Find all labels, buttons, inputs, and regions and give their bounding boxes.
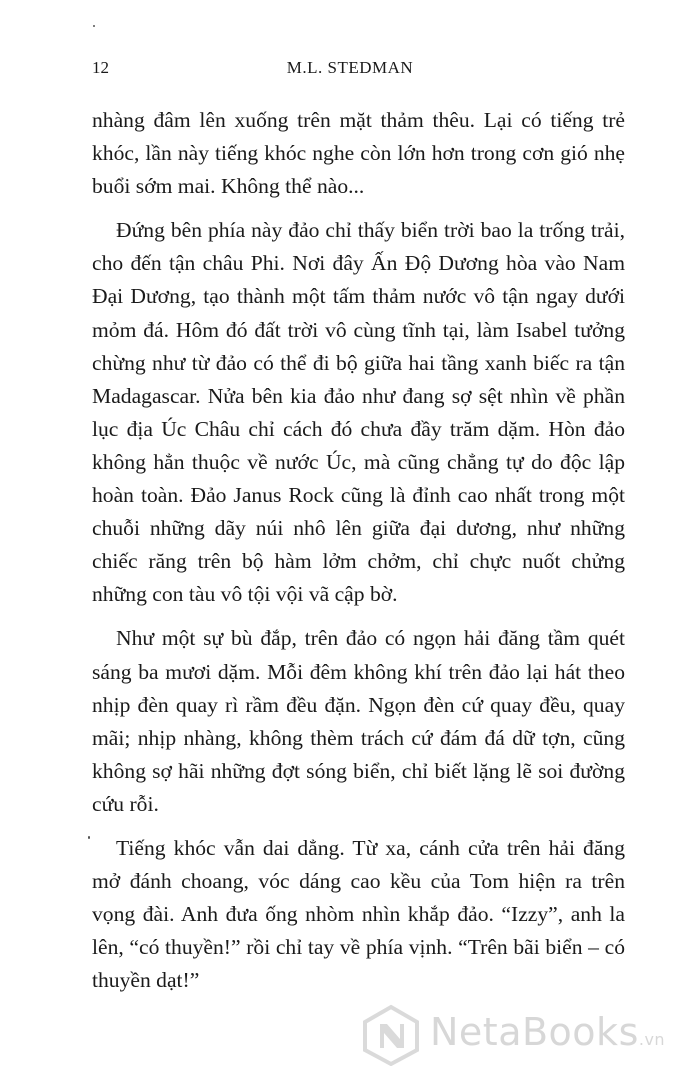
paragraph: nhàng đâm lên xuống trên mặt thảm thêu. Lại có tiếng trẻ khóc, lần này tiếng khóc nghe còn lớn hơn trong cơn gió nhẹ buổi sớm mai. Không thể nào... bbox=[92, 108, 625, 199]
body-text bbox=[92, 104, 625, 1008]
page-header bbox=[0, 58, 700, 82]
paragraph: Tiếng khóc vẫn dai dẳng. Từ xa, cánh cửa trên hải đăng mở đánh choang, vóc dáng cao kều của Tom hiện ra trên vọng đài. Anh đưa ống nhòm nhìn khắp đảo. “Izzy”, anh la lên, “có thuyền!” rồi chỉ tay về phía vịnh. “Trên bãi biển – có thuyền dạt!” bbox=[92, 835, 625, 993]
paragraph: Đứng bên phía này đảo chỉ thấy biển trời bao la trống trải, cho đến tận châu Phi. Nơi đây Ấn Độ Dương hòa vào Nam Đại Dương, tạo thành một tấm thảm nước vô tận ngay dưới mỏm đá. Hôm đó đất trời vô cùng tĩnh tại, làm Isabel tưởng chừng như từ đảo có thể đi bộ giữa hai tầng xanh biếc ra tận Madagascar. Nửa bên kia đảo như đang sợ sệt nhìn về phần lục địa Úc Châu chỉ cách đó chưa đầy trăm dặm. Hòn đảo không hẳn thuộc về nước Úc, mà cũng chẳng tự do độc lập hoàn toàn. Đảo Janus Rock cũng là đỉnh cao nhất trong một chuỗi những dãy núi nhô lên giữa đại dương, như những chiếc răng trên bộ hàm lởm chởm, chỉ chực nuốt chửng những con tàu vô tội vội vã cập bờ. bbox=[92, 218, 625, 607]
page-number: 12 bbox=[92, 58, 109, 77]
netabooks-n-logo-icon bbox=[360, 1004, 422, 1066]
paragraph: Như một sự bù đắp, trên đảo có ngọn hải đăng tầm quét sáng ba mươi dặm. Mỗi đêm không khí trên đảo lại hát theo nhịp đèn quay rì rầm đều đặn. Ngọn đèn cứ quay đều, quay mãi; nhịp nhàng, không thèm trách cứ đám đá dữ tợn, cũng không sợ hãi những đợt sóng biển, chỉ biết lặng lẽ soi đường cứu rỗi. bbox=[92, 626, 625, 816]
running-head-author: M.L. STEDMAN bbox=[286, 58, 414, 77]
watermark-brand-suffix: .vn bbox=[638, 1030, 666, 1049]
watermark-brand bbox=[430, 1010, 665, 1054]
scan-speck bbox=[88, 836, 90, 839]
scan-speck bbox=[93, 25, 95, 27]
watermark bbox=[360, 1004, 690, 1074]
watermark-brand-name: NetaBooks bbox=[430, 1010, 639, 1054]
